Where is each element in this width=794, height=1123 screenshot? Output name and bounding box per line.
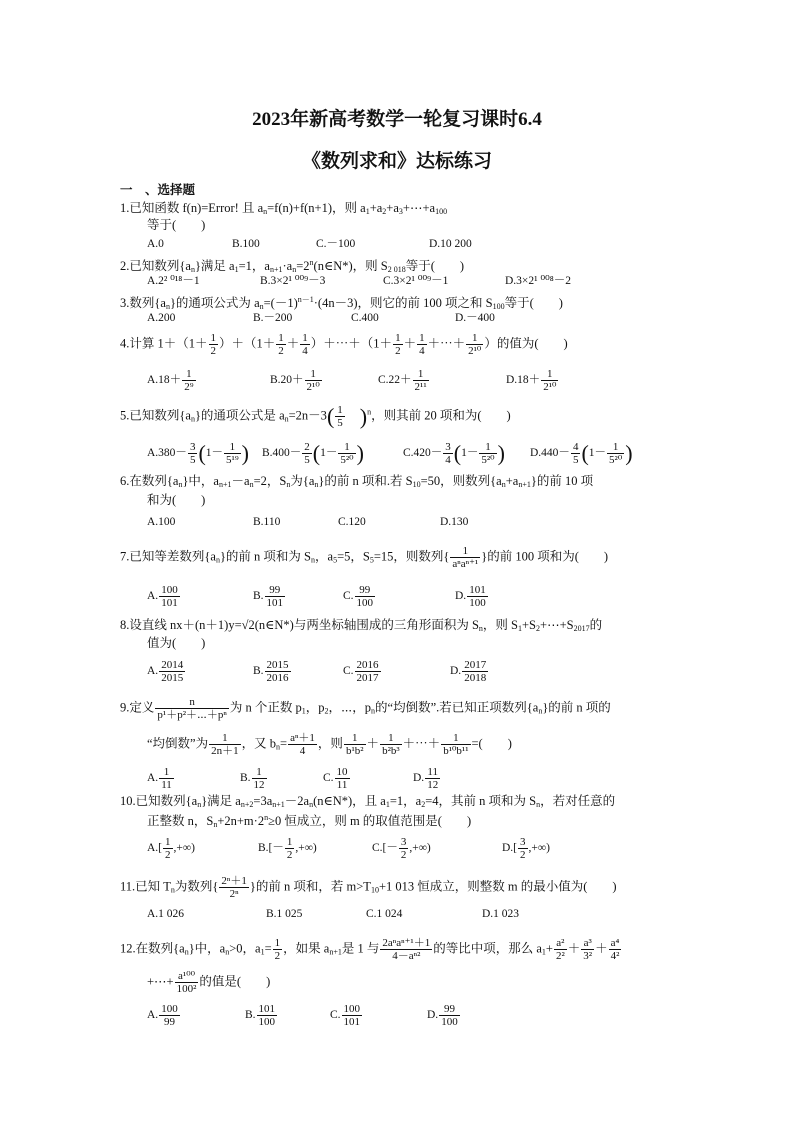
q1-stem: 1.已知函数 f(n)=Error! 且 $a_n=f(n)+f(n+1)$，则 $a_1+a_2+a_3+\cdots+a_{100}$ xyxy=(120,201,448,216)
q7-option-c[interactable]: C. $\frac{99}{100}$ xyxy=(343,584,374,609)
q5-option-a[interactable]: A.380－ $\frac{3}{5}$ (1－ $\frac{1}{\text{5¹⁹}}$ ) xyxy=(147,440,249,466)
q4-option-a[interactable]: A.18＋ $\frac{1}{\text{2⁹}}$ xyxy=(147,368,194,393)
q1-option-b[interactable]: B.100 xyxy=(232,238,260,250)
q4-option-b[interactable]: B.20＋ $\frac{1}{\text{2¹⁰}}$ xyxy=(270,368,320,393)
q3-option-a[interactable]: A.200 xyxy=(147,312,176,324)
q7-stem: 7.已知等差数列$\{a_n\}$的前 n 项和为 $S_n$，$a_5=5$，$S_5=15$，则数列{ 1 aⁿaⁿ⁺¹ }的前 100 项和为( ) xyxy=(120,545,609,570)
q1-cont: 等于( ) xyxy=(147,218,206,232)
q5-option-c[interactable]: C.420－ $\frac{3}{4}$ (1－ $\frac{1}{\text{5²⁰}}$ ) xyxy=(403,440,505,466)
q4-option-d[interactable]: D.18＋ $\frac{1}{\text{2¹⁰}}$ xyxy=(506,368,557,393)
q7-option-a[interactable]: A. $\frac{100}{101}$ xyxy=(147,584,178,609)
q4-stem: 4.计算 1＋（1＋ $\frac{1}{2}$ ）＋（1＋ $\frac{1}{2}$ ＋ $\frac{1}{4}$ ）＋⋯＋（1＋ $\frac{1}{2}$ ＋ $\frac{1}{4}$ ＋⋯＋ $\frac{1}{\text{2¹⁰}}$ ）的值为( ) xyxy=(120,332,568,357)
q2-stem: 2.已知数列$\{a_n\}$满足 $a_1=1$，$a_{n+1}\cdot a_n=2^n(n\in N*)$，则 $S_{2 018}$等于( ) xyxy=(120,258,465,274)
q4-option-c[interactable]: C.22＋ $\frac{1}{\text{2¹¹}}$ xyxy=(378,368,427,393)
q9-stem: 9.定义 $\frac{n}{\text{p¹＋p²＋⋯＋pⁿ}}$ 为 n 个正数 $p_1$，$p_2$，⋯，$p_n$的“均倒数”.若已知正项数列$\{a_n\}$的前 n 项的 xyxy=(120,696,611,721)
doc-subtitle: 《数列求和》达标练习 xyxy=(301,151,492,172)
q8-option-a[interactable]: A. $\frac{2014}{2015}$ xyxy=(147,659,184,684)
q12-option-a[interactable]: A. $\frac{100}{99}$ xyxy=(147,1003,178,1028)
q5-option-b[interactable]: B.400－ $\frac{2}{5}$ (1－ $\frac{1}{\text{5²⁰}}$ ) xyxy=(262,440,364,466)
q3-option-b[interactable]: B.－200 xyxy=(253,312,293,324)
q10-option-d[interactable]: D.[ $\frac{3}{2}$ ,+∞) xyxy=(502,836,550,861)
q3-option-c[interactable]: C.400 xyxy=(351,312,379,324)
q12-option-d[interactable]: D. $\frac{99}{100}$ xyxy=(427,1003,458,1028)
q12-option-b[interactable]: B. $\frac{101}{100}$ xyxy=(245,1003,276,1028)
q9-option-b[interactable]: B. $\frac{1}{12}$ xyxy=(240,766,265,791)
q3-option-d[interactable]: D.－400 xyxy=(455,312,495,324)
q11-option-d[interactable]: D.1 023 xyxy=(482,908,520,920)
q6-option-d[interactable]: D.130 xyxy=(440,516,469,528)
q2-option-b[interactable]: B.3×2¹ ⁰⁰⁹－3 xyxy=(260,275,326,287)
q2-option-d[interactable]: D.3×2¹ ⁰⁰⁸－2 xyxy=(505,275,571,287)
q9-option-c[interactable]: C. $\frac{10}{11}$ xyxy=(323,766,348,791)
q8-option-d[interactable]: D. $\frac{2017}{2018}$ xyxy=(450,659,487,684)
section-heading: 一 、选择题 xyxy=(120,183,196,197)
q7-option-b[interactable]: B. $\frac{99}{101}$ xyxy=(253,584,284,609)
q12-stem: 12.在数列$\{a_n\}$中，$a_n>0$，$a_1=$ $\frac{1}{2}$ ，如果 $a_{n+1}$是 1 与 2aⁿaⁿ⁺¹＋1 4－aⁿ² 的等比中项，那么 $a_1+$ $\frac{\text{a²}}{\text{2²}}$ ＋ $\frac{\text{a³}}{\text{3²}}$ ＋ $\frac{\text{a⁴}}{\text{4²}}$ xyxy=(120,937,620,962)
q10-option-b[interactable]: B.[－ $\frac{1}{2}$ ,+∞) xyxy=(258,836,317,861)
q10-option-c[interactable]: C.[－ $\frac{3}{2}$ ,+∞) xyxy=(372,836,431,861)
q11-option-a[interactable]: A.1 026 xyxy=(147,908,185,920)
q11-stem: 11.已知 $T_n$为数列{ $\frac{\text{2ⁿ＋1}}{\text{2ⁿ}}$ }的前 n 项和，若 $m>T_{10}+1$ 013 恒成立，则整数 m 的最小值为( ) xyxy=(120,875,617,900)
q2-option-a[interactable]: A.2² ⁰¹⁸－1 xyxy=(147,275,200,287)
q12-option-c[interactable]: C. $\frac{100}{101}$ xyxy=(330,1003,361,1028)
q8-option-b[interactable]: B. $\frac{2015}{2016}$ xyxy=(253,659,289,684)
q8-option-c[interactable]: C. $\frac{2016}{2017}$ xyxy=(343,659,379,684)
q1-option-c[interactable]: C.－100 xyxy=(316,238,356,250)
q9-option-d[interactable]: D. $\frac{11}{12}$ xyxy=(413,766,439,791)
q5-option-d[interactable]: D.440－ $\frac{4}{5}$ (1－ $\frac{1}{\text{5²⁰}}$ ) xyxy=(530,440,633,466)
q10-cont: 正整数 n，$S_n+2n+m\cdot 2^n\ge 0$ 恒成立，则 m 的取值范围是( ) xyxy=(147,813,472,829)
q1-option-a[interactable]: A.0 xyxy=(147,238,164,250)
q6-option-a[interactable]: A.100 xyxy=(147,516,176,528)
q10-option-a[interactable]: A.[ $\frac{1}{2}$ ,+∞) xyxy=(147,836,195,861)
q10-stem: 10.已知数列$\{a_n\}$满足 $a_{n+2}=3a_{n+1}-2a_n(n\in N*)$，且 $a_1=1$，$a_2=4$，其前 n 项和为 $S_n$，若对任意的 xyxy=(120,794,616,809)
q6-option-b[interactable]: B.110 xyxy=(253,516,281,528)
q9-option-a[interactable]: A. $\frac{1}{11}$ xyxy=(147,766,172,791)
q9-cont: “均倒数”为 $\frac{1}{2n+1}$ ，又 $b_n=$ $\frac{\text{aⁿ＋1}}{4}$ ，则 $\frac{1}{\text{b¹b²}}$ ＋ $\frac{1}{\text{b²b³}}$ ＋⋯＋ $\frac{1}{\text{b¹⁰b¹¹}}$ =( ) xyxy=(147,732,512,757)
q2-option-c[interactable]: C.3×2¹ ⁰⁰⁹－1 xyxy=(383,275,449,287)
q7-option-d[interactable]: D. $\frac{101}{100}$ xyxy=(455,584,486,609)
q1-option-d[interactable]: D.10 200 xyxy=(429,238,472,250)
doc-title: 2023年新高考数学一轮复习课时6.4 xyxy=(252,109,542,130)
q5-stem: 5.已知数列$\{a_n\}$的通项公式是 $a_n=2n-3$( $\frac{1}{5}$ )$^n$，则其前 20 项和为( ) xyxy=(120,403,511,429)
q12-cont: +⋯+ $\frac{\text{a¹⁰⁰}}{\text{100²}}$ 的值是( ) xyxy=(147,970,271,995)
q3-stem: 3.数列$\{a_n\}$的通项公式为 $a_n=(-1)^{n-1}\cdot(4n-3)$，则它的前 100 项之和 $S_{100}$等于( ) xyxy=(120,295,563,311)
q8-stem: 8.设直线 nx＋(n＋1)y=√2(n∈N*)与两坐标轴围成的三角形面积为 $S_n$，则 $S_1+S_2+\cdots+S_{2017}$的 xyxy=(120,618,603,633)
q6-option-c[interactable]: C.120 xyxy=(338,516,366,528)
q6-stem: 6.在数列$\{a_n\}$中，$a_{n+1}-a_n=2$，$S_n$为$\{a_n\}$的前 n 项和.若 $S_{10}=50$，则数列$\{a_n+a_{n+1}\}$的前 10 项 xyxy=(120,474,594,489)
q8-cont: 值为( ) xyxy=(147,636,206,650)
q11-option-c[interactable]: C.1 024 xyxy=(366,908,403,920)
q11-option-b[interactable]: B.1 025 xyxy=(266,908,303,920)
q6-cont: 和为( ) xyxy=(147,493,206,507)
